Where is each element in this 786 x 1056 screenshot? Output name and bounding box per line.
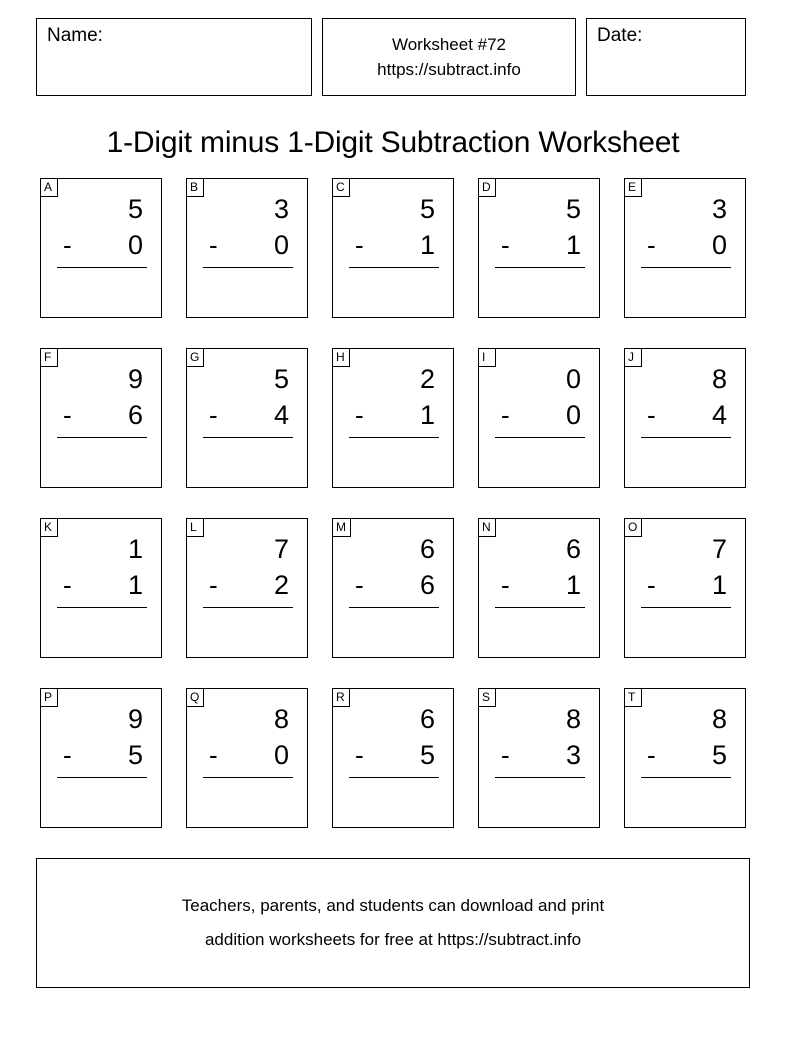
subtrahend: 0	[711, 230, 727, 260]
minus-operator-icon: -	[501, 570, 510, 600]
subtrahend: 3	[565, 740, 581, 770]
answer-rule	[641, 607, 731, 608]
minuend: 3	[711, 194, 727, 224]
problem-grid	[36, 178, 750, 828]
minus-operator-icon: -	[501, 740, 510, 770]
problem-cell[interactable]	[332, 518, 454, 658]
subtrahend: 5	[419, 740, 435, 770]
problem-tag: F	[41, 349, 58, 367]
problem-cell[interactable]	[624, 348, 746, 488]
date-field-box[interactable]	[586, 18, 746, 96]
problem-cell[interactable]	[624, 688, 746, 828]
problem-cell[interactable]	[40, 518, 162, 658]
answer-rule	[57, 267, 147, 268]
subtrahend: 5	[711, 740, 727, 770]
minuend: 7	[273, 534, 289, 564]
problem-tag: A	[41, 179, 58, 197]
worksheet-url: https://subtract.info	[377, 60, 521, 79]
minus-operator-icon: -	[501, 400, 510, 430]
subtrahend-row	[637, 229, 733, 261]
minus-operator-icon: -	[63, 400, 72, 430]
problem-tag: P	[41, 689, 58, 707]
subtrahend: 1	[565, 230, 581, 260]
problem-cell[interactable]	[186, 348, 308, 488]
problem-tag: T	[625, 689, 642, 707]
problem-cell[interactable]	[332, 688, 454, 828]
problem-cell[interactable]	[40, 178, 162, 318]
problem-tag: R	[333, 689, 350, 707]
minuend: 5	[565, 194, 581, 224]
subtrahend-row	[637, 569, 733, 601]
page-title: 1-Digit minus 1-Digit Subtraction Worksheet	[106, 126, 680, 159]
answer-rule	[57, 777, 147, 778]
answer-rule	[495, 607, 585, 608]
minuend: 3	[273, 194, 289, 224]
answer-rule	[203, 607, 293, 608]
date-label: Date:	[597, 25, 643, 46]
minuend: 6	[419, 704, 435, 734]
problem-tag: J	[625, 349, 642, 367]
problem-tag: G	[187, 349, 204, 367]
subtrahend-row	[199, 569, 295, 601]
subtrahend: 0	[127, 230, 143, 260]
subtrahend-row	[53, 739, 149, 771]
minus-operator-icon: -	[209, 570, 218, 600]
subtrahend: 2	[273, 570, 289, 600]
subtrahend-row	[637, 739, 733, 771]
answer-rule	[641, 777, 731, 778]
problem-tag: S	[479, 689, 496, 707]
footer-line-1: Teachers, parents, and students can download and print	[181, 896, 605, 915]
minus-operator-icon: -	[63, 740, 72, 770]
problem-tag: L	[187, 519, 204, 537]
minus-operator-icon: -	[647, 400, 656, 430]
problem-cell[interactable]	[624, 518, 746, 658]
problem-tag: E	[625, 179, 642, 197]
subtrahend-row	[345, 229, 441, 261]
problem-cell[interactable]	[332, 348, 454, 488]
minuend: 8	[273, 704, 289, 734]
answer-rule	[495, 267, 585, 268]
subtrahend: 0	[273, 740, 289, 770]
subtrahend-row	[345, 739, 441, 771]
minuend: 0	[565, 364, 581, 394]
subtrahend: 4	[273, 400, 289, 430]
subtrahend: 6	[127, 400, 143, 430]
problem-cell[interactable]	[624, 178, 746, 318]
minuend: 5	[419, 194, 435, 224]
subtrahend-row	[491, 399, 587, 431]
answer-rule	[57, 607, 147, 608]
minuend: 8	[711, 364, 727, 394]
problem-tag: H	[333, 349, 350, 367]
minus-operator-icon: -	[647, 230, 656, 260]
subtrahend: 1	[711, 570, 727, 600]
problem-cell[interactable]	[40, 348, 162, 488]
problem-cell[interactable]	[332, 178, 454, 318]
answer-rule	[495, 437, 585, 438]
minuend: 9	[127, 704, 143, 734]
problem-tag: O	[625, 519, 642, 537]
minuend: 6	[419, 534, 435, 564]
problem-tag: K	[41, 519, 58, 537]
problem-tag: I	[479, 349, 496, 367]
minuend: 9	[127, 364, 143, 394]
problem-cell[interactable]	[186, 178, 308, 318]
footer-line-2: addition worksheets for free at https://subtract.info	[204, 930, 582, 949]
minus-operator-icon: -	[355, 740, 364, 770]
minus-operator-icon: -	[209, 400, 218, 430]
subtrahend-row	[199, 229, 295, 261]
subtrahend: 6	[419, 570, 435, 600]
header-row	[36, 18, 750, 96]
subtrahend: 1	[419, 400, 435, 430]
minuend: 8	[711, 704, 727, 734]
answer-rule	[349, 437, 439, 438]
subtrahend-row	[637, 399, 733, 431]
subtrahend-row	[53, 569, 149, 601]
problem-tag: M	[333, 519, 351, 537]
answer-rule	[57, 437, 147, 438]
answer-rule	[495, 777, 585, 778]
minus-operator-icon: -	[209, 740, 218, 770]
problem-tag: D	[479, 179, 496, 197]
subtrahend-row	[53, 229, 149, 261]
minus-operator-icon: -	[63, 570, 72, 600]
problem-cell[interactable]	[478, 178, 600, 318]
minuend: 8	[565, 704, 581, 734]
minus-operator-icon: -	[647, 740, 656, 770]
answer-rule	[349, 777, 439, 778]
subtrahend-row	[199, 739, 295, 771]
minuend: 1	[127, 534, 143, 564]
subtrahend-row	[199, 399, 295, 431]
minus-operator-icon: -	[355, 400, 364, 430]
minuend: 2	[419, 364, 435, 394]
worksheet-info-box	[322, 18, 576, 96]
problem-tag: N	[479, 519, 496, 537]
problem-cell[interactable]	[478, 518, 600, 658]
minus-operator-icon: -	[355, 570, 364, 600]
subtrahend-row	[491, 739, 587, 771]
minuend: 5	[273, 364, 289, 394]
minus-operator-icon: -	[209, 230, 218, 260]
subtrahend-row	[53, 399, 149, 431]
worksheet-number: Worksheet #72	[391, 35, 507, 54]
problem-cell[interactable]	[186, 688, 308, 828]
name-label: Name:	[47, 25, 103, 46]
footer-box	[36, 858, 750, 988]
problem-cell[interactable]	[186, 518, 308, 658]
minuend: 6	[565, 534, 581, 564]
answer-rule	[203, 437, 293, 438]
problem-tag: B	[187, 179, 204, 197]
subtrahend-row	[491, 569, 587, 601]
answer-rule	[641, 437, 731, 438]
answer-rule	[349, 267, 439, 268]
minuend: 5	[127, 194, 143, 224]
problem-cell[interactable]	[40, 688, 162, 828]
problem-tag: Q	[187, 689, 204, 707]
subtrahend-row	[345, 569, 441, 601]
subtrahend: 1	[127, 570, 143, 600]
subtrahend: 1	[419, 230, 435, 260]
subtrahend-row	[491, 229, 587, 261]
minus-operator-icon: -	[501, 230, 510, 260]
subtrahend-row	[345, 399, 441, 431]
subtrahend: 1	[565, 570, 581, 600]
problem-cell[interactable]	[478, 348, 600, 488]
minus-operator-icon: -	[647, 570, 656, 600]
answer-rule	[203, 267, 293, 268]
minus-operator-icon: -	[355, 230, 364, 260]
subtrahend: 0	[273, 230, 289, 260]
problem-tag: C	[333, 179, 350, 197]
subtrahend: 5	[127, 740, 143, 770]
name-field-box[interactable]	[36, 18, 312, 96]
answer-rule	[203, 777, 293, 778]
problem-cell[interactable]	[478, 688, 600, 828]
subtrahend: 0	[565, 400, 581, 430]
answer-rule	[641, 267, 731, 268]
minus-operator-icon: -	[63, 230, 72, 260]
answer-rule	[349, 607, 439, 608]
minuend: 7	[711, 534, 727, 564]
subtrahend: 4	[711, 400, 727, 430]
